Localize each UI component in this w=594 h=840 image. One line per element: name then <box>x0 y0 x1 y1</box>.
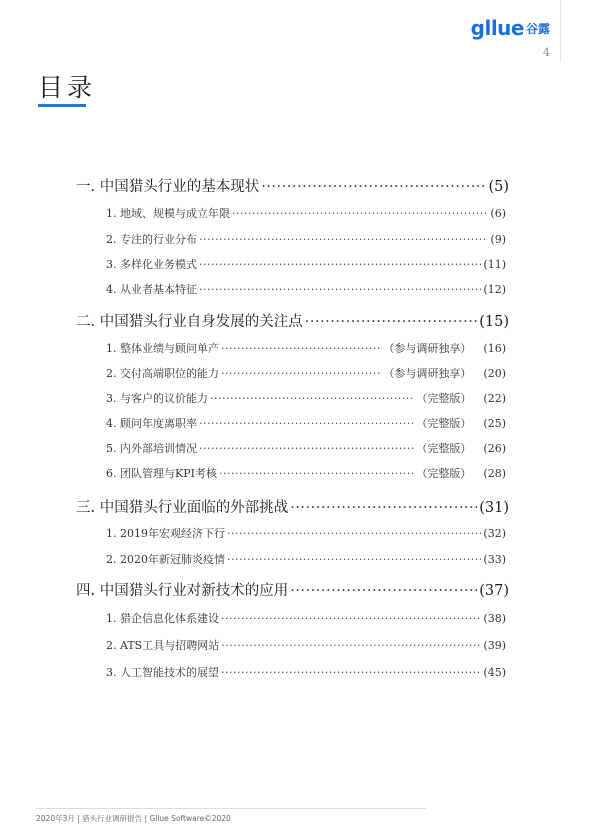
dot-leader <box>199 258 481 271</box>
footer-divider <box>36 808 426 809</box>
toc-entry-2-2[interactable] <box>106 365 506 381</box>
toc-entry-page: (12) <box>483 283 506 296</box>
dot-leader <box>199 417 414 430</box>
dot-leader <box>219 467 414 480</box>
toc-entry-page: (45) <box>483 666 506 679</box>
toc-entry-label: 1. 地域、规模与成立年限 <box>106 207 230 220</box>
toc-entry-2-5[interactable] <box>106 440 506 456</box>
toc-entry-page: (9) <box>490 233 506 246</box>
toc-entry-label: 2. ATS工具与招聘网站 <box>106 639 220 652</box>
toc-entry-page: (28) <box>483 467 506 480</box>
toc-entry-page: (31) <box>479 500 509 516</box>
toc-entry-page: (38) <box>483 612 506 625</box>
toc-entry-note: （完整版） <box>416 467 472 480</box>
title-underline <box>38 104 86 107</box>
toc-entry-1-4[interactable] <box>106 281 506 297</box>
toc-entry-label: 4. 顾问年度离职率 <box>106 417 197 430</box>
dot-leader <box>221 639 481 652</box>
toc-entry-note: （完整版） <box>416 442 472 455</box>
toc-entry-label: 2. 交付高端职位的能力 <box>106 367 219 380</box>
toc-entry-2-3[interactable] <box>106 390 506 406</box>
toc-entry-label: 一. 中国猎头行业的基本现状 <box>76 179 260 195</box>
toc-section-1[interactable] <box>76 175 509 196</box>
toc-entry-note: （完整版） <box>416 392 472 405</box>
toc-entry-page: (5) <box>488 179 509 195</box>
toc-entry-label: 4. 从业者基本特征 <box>106 283 197 296</box>
toc-section-3[interactable] <box>76 496 509 517</box>
dot-leader <box>232 207 488 220</box>
logo-wordmark: gllue <box>470 16 524 40</box>
toc-entry-page: (39) <box>483 639 506 652</box>
dot-leader <box>221 612 481 625</box>
toc-entry-2-4[interactable] <box>106 415 506 431</box>
dot-leader <box>210 392 414 405</box>
dot-leader <box>221 666 481 679</box>
toc-entry-label: 1. 整体业绩与顾问单产 <box>106 342 219 355</box>
toc-entry-label: 2. 专注的行业分布 <box>106 233 197 246</box>
toc-entry-label: 2. 2020年新冠肺炎疫情 <box>106 553 225 566</box>
page-title: 目录 <box>38 73 97 102</box>
toc-entry-4-2[interactable] <box>106 637 506 653</box>
toc-entry-label: 二. 中国猎头行业自身发展的关注点 <box>76 314 303 330</box>
toc-entry-3-2[interactable] <box>106 551 506 567</box>
toc-entry-page: (16) <box>483 342 506 355</box>
toc-entry-note: （参与调研独享） <box>383 342 472 355</box>
page-footer: 2020年3月 | 猎头行业调研报告 | Gllue Software©2020 <box>36 814 231 823</box>
toc-entry-4-3[interactable] <box>106 664 506 680</box>
logo-chinese-name: 谷露 <box>525 21 550 36</box>
dot-leader <box>305 314 478 330</box>
dot-leader <box>227 527 481 540</box>
page-number: 4 <box>543 46 550 59</box>
toc-section-4[interactable] <box>76 579 509 600</box>
dot-leader <box>290 583 477 599</box>
toc-entry-label: 1. 猎企信息化体系建设 <box>106 612 219 625</box>
dot-leader <box>199 283 481 296</box>
toc-entry-2-6[interactable] <box>106 465 506 481</box>
toc-entry-page: (25) <box>483 417 506 430</box>
toc-entry-page: (26) <box>483 442 506 455</box>
toc-entry-label: 1. 2019年宏观经济下行 <box>106 527 225 540</box>
toc-entry-label: 四. 中国猎头行业对新技术的应用 <box>76 583 289 599</box>
toc-entry-page: (6) <box>490 207 506 220</box>
dot-leader <box>290 500 477 516</box>
toc-entry-note: （完整版） <box>416 417 472 430</box>
toc-entry-page: (15) <box>479 314 509 330</box>
dot-leader <box>227 553 481 566</box>
dot-leader <box>221 342 381 355</box>
toc-entry-label: 5. 内外部培训情况 <box>106 442 197 455</box>
toc-entry-3-1[interactable] <box>106 525 506 541</box>
dot-leader <box>261 179 486 195</box>
toc-entry-label: 6. 团队管理与KPI考核 <box>106 467 217 480</box>
toc-entry-label: 三. 中国猎头行业面临的外部挑战 <box>76 500 289 516</box>
toc-entry-label: 3. 多样化业务模式 <box>106 258 197 271</box>
gllue-logo <box>471 18 550 38</box>
corner-divider <box>560 0 561 62</box>
toc-entry-4-1[interactable] <box>106 610 506 626</box>
toc-entry-page: (20) <box>483 367 506 380</box>
toc-entry-1-2[interactable] <box>106 231 506 247</box>
toc-entry-page: (33) <box>483 553 506 566</box>
toc-entry-note: （参与调研独享） <box>383 367 472 380</box>
toc-entry-1-1[interactable] <box>106 205 506 221</box>
dot-leader <box>199 442 414 455</box>
toc-entry-1-3[interactable] <box>106 256 506 272</box>
toc-entry-2-1[interactable] <box>106 340 506 356</box>
toc-entry-label: 3. 与客户的议价能力 <box>106 392 208 405</box>
toc-entry-label: 3. 人工智能技术的展望 <box>106 666 219 679</box>
toc-entry-page: (37) <box>479 583 509 599</box>
toc-section-2[interactable] <box>76 310 509 331</box>
dot-leader <box>199 233 488 246</box>
toc-entry-page: (22) <box>483 392 506 405</box>
toc-entry-page: (32) <box>483 527 506 540</box>
toc-entry-page: (11) <box>483 258 506 271</box>
dot-leader <box>221 367 381 380</box>
